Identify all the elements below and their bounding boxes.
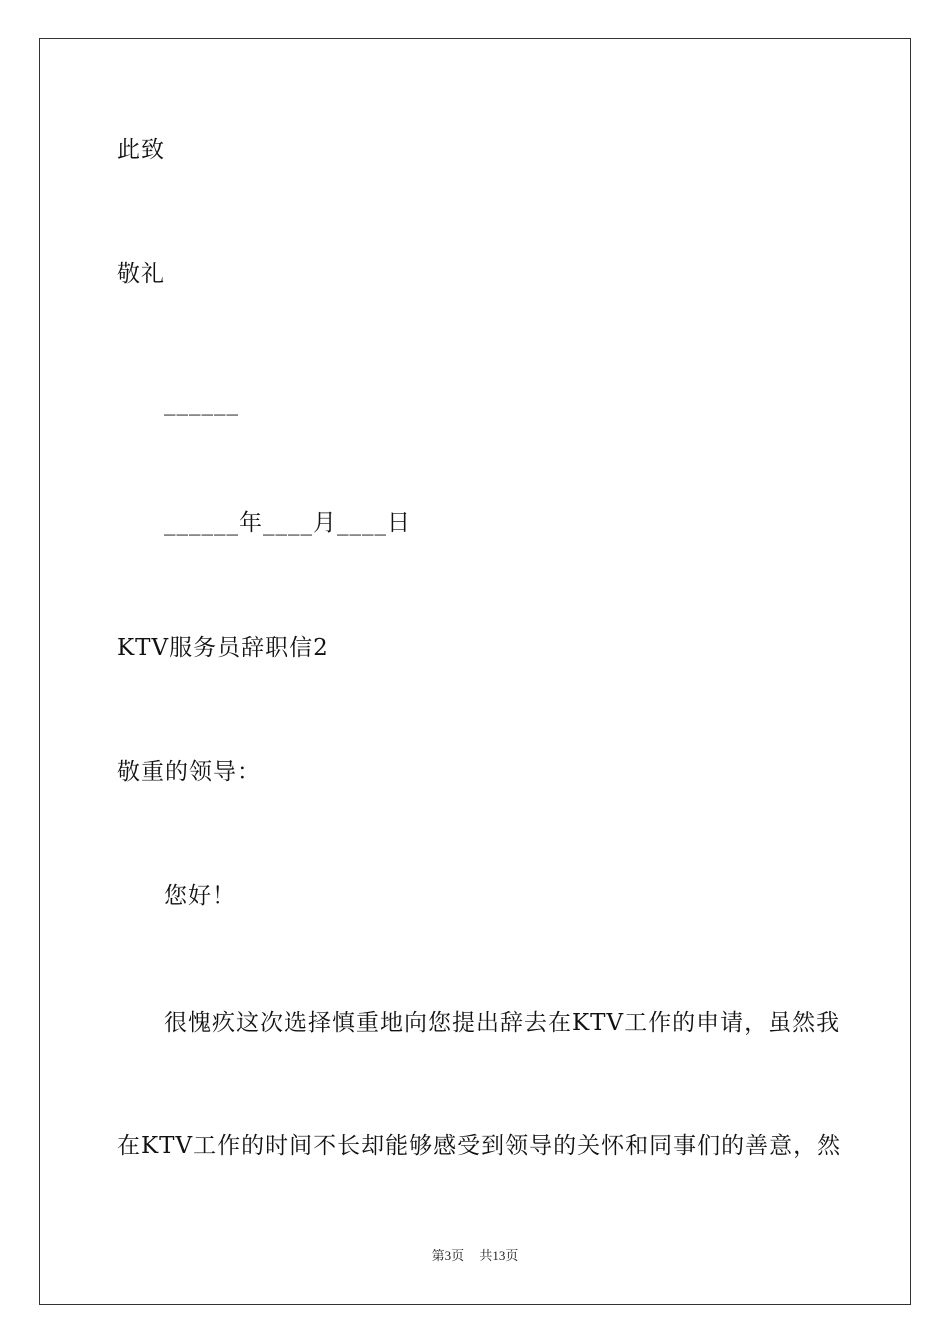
- page-footer: [0, 1247, 950, 1265]
- letter-heading: KTV服务员辞职信2: [117, 635, 329, 661]
- page-number-total: 共13页: [479, 1248, 519, 1263]
- date-line: ______年____月____日: [164, 510, 411, 536]
- signature-blank: ______: [164, 390, 239, 416]
- paragraph-line-1: 很愧疚这次选择慎重地向您提出辞去在KTV工作的申请，虽然我: [164, 1010, 841, 1036]
- closing-line-2: 敬礼: [117, 261, 165, 287]
- salutation: 敬重的领导：: [117, 759, 261, 785]
- greeting: 您好！: [164, 883, 236, 909]
- paragraph-line-2: 在KTV工作的时间不长却能够感受到领导的关怀和同事们的善意，然: [117, 1133, 842, 1159]
- page-number-current: 第3页: [431, 1248, 465, 1263]
- page-border: [39, 38, 911, 1305]
- closing-line-1: 此致: [117, 137, 165, 163]
